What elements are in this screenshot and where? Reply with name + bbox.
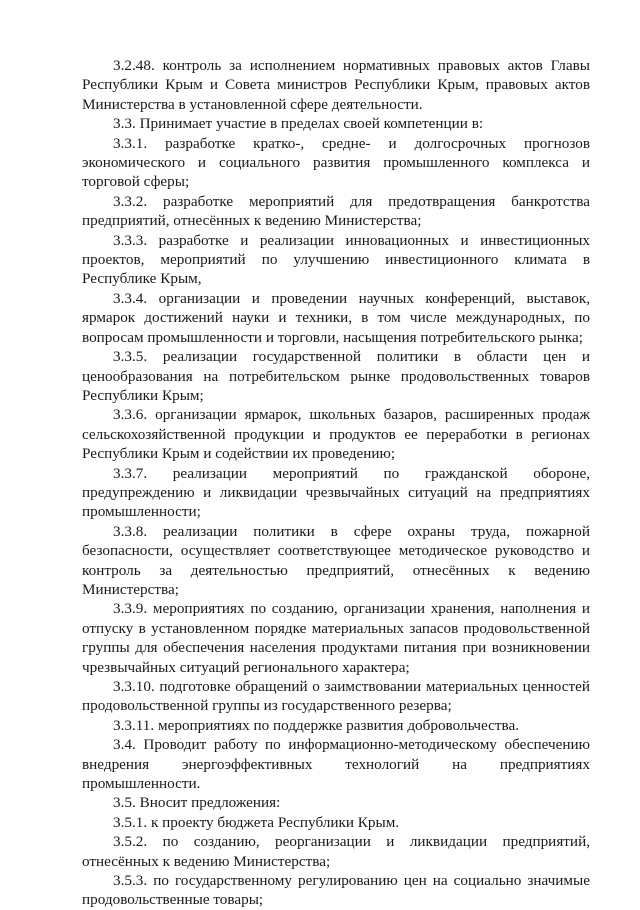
paragraph-3-3-2: 3.3.2. разработке мероприятий для предотвращения банкротства предприятий, отнесённых к ведению Министерства; xyxy=(82,192,590,230)
paragraph-3-3-3: 3.3.3. разработке и реализации инновационных и инвестиционных проектов, мероприятий по улучшению инвестиционного климата в Республике Крым, xyxy=(82,231,590,288)
paragraph-3-3-9: 3.3.9. мероприятиях по созданию, организации хранения, наполнения и отпуску в установленном порядке материальных запасов продовольственной группы для обеспечения населения продуктами питания при возникновении чрезвычайных ситуаций регионального характера; xyxy=(82,600,590,676)
paragraph-3-3: 3.3. Принимает участие в пределах своей компетенции в: xyxy=(113,115,484,133)
paragraph-3-3-1: 3.3.1. разработке кратко-, средне- и долгосрочных прогнозов экономического и социального развития промышленного комплекса и торговой сферы; xyxy=(82,134,590,191)
paragraph-3-5-1: 3.5.1. к проекту бюджета Республики Крым. xyxy=(113,813,400,831)
paragraph-3-4: 3.4. Проводит работу по информационно-методическому обеспечению внедрения энергоэффективных технологий на предприятиях промышленности. xyxy=(82,736,590,793)
paragraph-3-3-6: 3.3.6. организации ярмарок, школьных базаров, расширенных продаж сельскохозяйственной продукции и продуктов ее переработки в регионах Республики Крым и содействии их проведению; xyxy=(82,406,590,463)
document-body xyxy=(82,56,590,910)
paragraph-3-5-2: 3.5.2. по созданию, реорганизации и ликвидации предприятий, отнесённых к ведению Министерства; xyxy=(82,833,590,870)
paragraph-3-3-11: 3.3.11. мероприятиях по поддержке развития добровольчества. xyxy=(113,716,520,734)
paragraph-3-3-7: 3.3.7. реализации мероприятий по гражданской обороне, предупреждению и ликвидации чрезвычайных ситуаций на предприятиях промышленности; xyxy=(82,464,590,521)
paragraph-3-2-48: 3.2.48. контроль за исполнением нормативных правовых актов Главы Республики Крым и Совета министров Республики Крым, правовых актов Министерства в установленной сфере деятельности. xyxy=(82,57,590,113)
paragraph-3-5-3: 3.5.3. по государственному регулированию цен на социально значимые продовольственные товары; xyxy=(82,872,590,909)
paragraph-3-3-5: 3.3.5. реализации государственной политики в области цен и ценообразования на потребительском рынке продовольственных товаров Республики Крым; xyxy=(82,348,590,404)
paragraph-3-3-10: 3.3.10. подготовке обращений о заимствовании материальных ценностей продовольственной группы из государственного резерва; xyxy=(82,678,590,715)
paragraph-3-3-4: 3.3.4. организации и проведении научных конференций, выставок, ярмарок достижений науки и техники, в том числе международных, по вопросам промышленности и торговли, насыщения потребительского рынка; xyxy=(82,289,590,346)
paragraph-3-3-8: 3.3.8. реализации политики в сфере охраны труда, пожарной безопасности, осуществляет соответствующее методическое руководство и контроль за деятельностью предприятий, отнесённых к ведению Министерства; xyxy=(82,522,590,598)
paragraph-3-5: 3.5. Вносит предложения: xyxy=(113,794,281,812)
